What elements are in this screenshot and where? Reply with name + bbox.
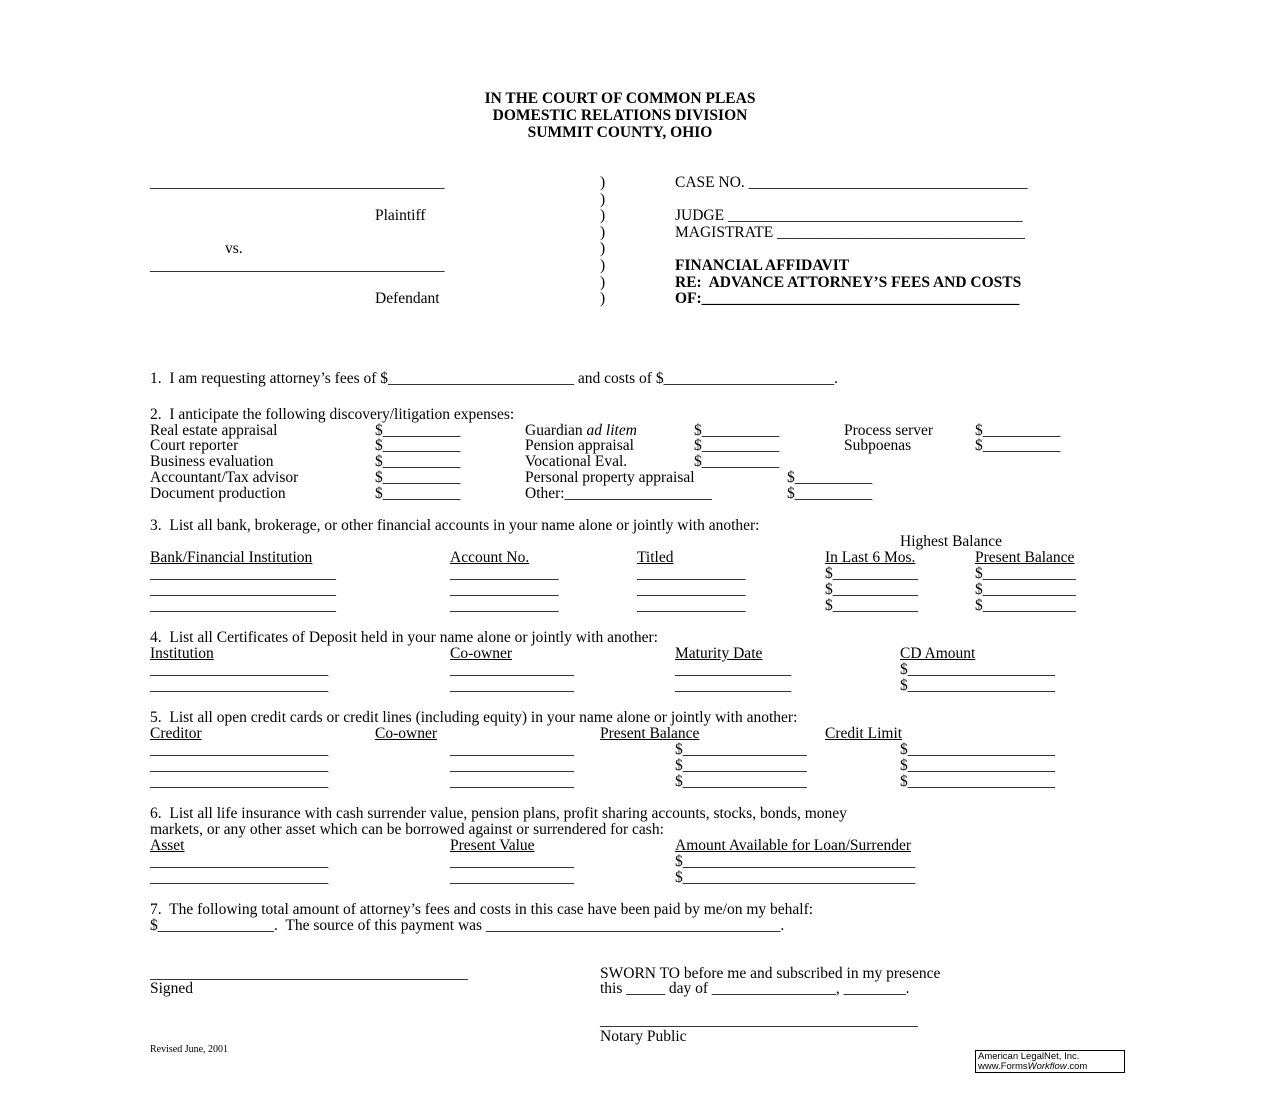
url-part: .com: [1066, 1061, 1088, 1072]
court-name: IN THE COURT OF COMMON PLEAS: [484, 90, 756, 107]
cd-field[interactable]: $___________________: [900, 677, 1055, 694]
expense-label: Real estate appraisal: [150, 422, 278, 439]
credit-field[interactable]: $________________: [675, 741, 807, 758]
expense-amount-field[interactable]: $__________: [975, 437, 1061, 454]
account-field[interactable]: $____________: [975, 565, 1076, 582]
column-header: Asset: [150, 837, 185, 854]
column-header: Amount Available for Loan/Surrender: [675, 837, 912, 854]
cd-field[interactable]: _______________: [675, 661, 792, 678]
expense-label: Accountant/Tax advisor: [150, 469, 299, 486]
form-subtitle: RE: ADVANCE ATTORNEY’S FEES AND COSTS: [675, 274, 1022, 291]
expense-label: Business evaluation: [150, 453, 274, 470]
account-field[interactable]: ________________________: [150, 565, 336, 582]
column-header: Credit Limit: [825, 725, 903, 742]
credit-field[interactable]: _______________________: [150, 741, 329, 758]
cd-intro: 4. List all Certificates of Deposit held in your name alone or jointly with another:: [150, 629, 658, 646]
expense-amount-field[interactable]: $__________: [694, 453, 780, 470]
signed-label: Signed: [150, 980, 194, 997]
account-field[interactable]: $____________: [975, 581, 1076, 598]
expense-amount-field[interactable]: $__________: [375, 469, 461, 486]
column-header: Co-owner: [450, 645, 512, 662]
caption-paren: ): [600, 257, 606, 274]
case-number-field[interactable]: CASE NO. ____________________________________: [675, 174, 1028, 191]
ad-litem-text: ad litem: [586, 422, 637, 439]
column-header: Present Balance: [975, 549, 1075, 566]
column-header: Titled: [637, 549, 674, 566]
credit-field[interactable]: ________________: [450, 773, 574, 790]
division-name: DOMESTIC RELATIONS DIVISION: [492, 107, 748, 124]
caption-paren: ): [600, 191, 606, 208]
other-expense-field[interactable]: Other:___________________: [525, 485, 712, 502]
notary-label: Notary Public: [600, 1028, 687, 1045]
defendant-name-line[interactable]: ______________________________________: [150, 257, 445, 274]
expense-label: Court reporter: [150, 437, 239, 454]
column-header: Bank/Financial Institution: [150, 549, 313, 566]
caption-paren: ): [600, 174, 606, 191]
caption-paren: ): [600, 240, 606, 257]
credit-field[interactable]: ________________: [450, 757, 574, 774]
judge-field[interactable]: JUDGE ______________________________________: [675, 207, 1023, 224]
notary-signature-line[interactable]: _________________________________________: [600, 1012, 918, 1029]
accounts-intro: 3. List all bank, brokerage, or other financial accounts in your name alone or jointly with another:: [150, 517, 760, 534]
publisher-name: American LegalNet, Inc.: [978, 1051, 1080, 1062]
credit-intro: 5. List all open credit cards or credit lines (including equity) in your name alone or jointly with another:: [150, 709, 798, 726]
signature-line[interactable]: _________________________________________: [150, 965, 468, 982]
credit-field[interactable]: $___________________: [900, 741, 1055, 758]
asset-field[interactable]: $______________________________: [675, 853, 916, 870]
asset-field[interactable]: ________________: [450, 869, 574, 886]
column-header: Co-owner: [375, 725, 437, 742]
asset-field[interactable]: _______________________: [150, 853, 329, 870]
asset-field[interactable]: ________________: [450, 853, 574, 870]
form-title: FINANCIAL AFFIDAVIT: [675, 257, 850, 274]
affiant-name-field[interactable]: OF:_________________________________________: [675, 290, 1020, 307]
fees-request-line[interactable]: 1. I am requesting attorney’s fees of $________________________ and costs of $______________________.: [150, 370, 838, 387]
defendant-label: Defendant: [375, 290, 440, 307]
expense-label: Personal property appraisal: [525, 469, 695, 486]
publisher-url: [978, 1062, 1122, 1072]
column-header: Present Value: [450, 837, 535, 854]
versus-label: vs.: [225, 240, 243, 257]
caption-paren: ): [600, 290, 606, 307]
caption-paren: ): [600, 224, 606, 241]
cd-field[interactable]: _______________________: [150, 677, 329, 694]
cd-field[interactable]: ________________: [450, 677, 574, 694]
expense-label: Pension appraisal: [525, 437, 634, 454]
expense-label: Process server: [844, 422, 934, 439]
expense-amount-field[interactable]: $__________: [787, 485, 873, 502]
credit-field[interactable]: $________________: [675, 773, 807, 790]
account-field[interactable]: $____________: [975, 597, 1076, 614]
assets-intro-cont: markets, or any other asset which can be borrowed against or surrendered for cash:: [150, 821, 664, 838]
credit-field[interactable]: _______________________: [150, 773, 329, 790]
expenses-intro: 2. I anticipate the following discovery/litigation expenses:: [150, 406, 515, 423]
magistrate-field[interactable]: MAGISTRATE ________________________________: [675, 224, 1026, 241]
fees-paid-intro: 7. The following total amount of attorney’s fees and costs in this case have been paid by me/on my behalf:: [150, 901, 814, 918]
column-header: In Last 6 Mos.: [825, 549, 916, 566]
expense-amount-field[interactable]: $__________: [975, 422, 1061, 439]
cd-field[interactable]: _______________________: [150, 661, 329, 678]
column-header: Present Balance: [600, 725, 700, 742]
expense-amount-field[interactable]: $__________: [694, 422, 780, 439]
credit-field[interactable]: $________________: [675, 757, 807, 774]
cd-field[interactable]: $___________________: [900, 661, 1055, 678]
url-part: Workflow: [1027, 1061, 1067, 1072]
credit-field[interactable]: $___________________: [900, 757, 1055, 774]
revision-note: Revised June, 2001: [150, 1044, 229, 1055]
account-field[interactable]: $___________: [825, 597, 918, 614]
credit-field[interactable]: $___________________: [900, 773, 1055, 790]
asset-field[interactable]: $______________________________: [675, 869, 916, 886]
account-field[interactable]: ______________: [450, 597, 559, 614]
account-field[interactable]: ______________: [637, 597, 746, 614]
account-field[interactable]: ______________: [637, 581, 746, 598]
caption-paren: ): [600, 274, 606, 291]
cd-field[interactable]: ________________: [450, 661, 574, 678]
plaintiff-name-line[interactable]: ______________________________________: [150, 174, 445, 191]
account-field[interactable]: $___________: [825, 565, 918, 582]
column-header: Account No.: [450, 549, 530, 566]
sworn-date-field[interactable]: this _____ day of ________________, ________.: [600, 980, 910, 997]
expense-amount-field[interactable]: $__________: [787, 469, 873, 486]
expense-amount-field[interactable]: $__________: [375, 485, 461, 502]
highest-balance-label: Highest Balance: [900, 533, 1003, 550]
account-field[interactable]: ______________: [637, 565, 746, 582]
account-field[interactable]: $___________: [825, 581, 918, 598]
expense-amount-field[interactable]: $__________: [375, 437, 461, 454]
account-field[interactable]: ________________________: [150, 597, 336, 614]
column-header: CD Amount: [900, 645, 976, 662]
account-field[interactable]: ______________: [450, 565, 559, 582]
expense-label: Document production: [150, 485, 286, 502]
expense-amount-field[interactable]: $__________: [694, 437, 780, 454]
cd-field[interactable]: _______________: [675, 677, 792, 694]
assets-intro: 6. List all life insurance with cash surrender value, pension plans, profit sharing accounts, stocks, bonds, money: [150, 805, 847, 822]
account-field[interactable]: ________________________: [150, 581, 336, 598]
asset-field[interactable]: _______________________: [150, 869, 329, 886]
url-part: www.Forms: [978, 1061, 1028, 1072]
credit-field[interactable]: ________________: [450, 741, 574, 758]
column-header: Creditor: [150, 725, 202, 742]
expense-label: Subpoenas: [844, 437, 912, 454]
expense-amount-field[interactable]: $__________: [375, 422, 461, 439]
caption-paren: ): [600, 207, 606, 224]
fees-paid-field[interactable]: $_______________. The source of this payment was ______________________________________.: [150, 917, 785, 934]
expense-amount-field[interactable]: $__________: [375, 453, 461, 470]
account-field[interactable]: ______________: [450, 581, 559, 598]
expense-label: Vocational Eval.: [525, 453, 628, 470]
credit-field[interactable]: _______________________: [150, 757, 329, 774]
column-header: Institution: [150, 645, 214, 662]
county-name: SUMMIT COUNTY, OHIO: [527, 124, 713, 141]
plaintiff-label: Plaintiff: [375, 207, 426, 224]
guardian-text: Guardian: [525, 422, 587, 439]
sworn-statement: SWORN TO before me and subscribed in my presence: [600, 965, 941, 982]
column-header: Maturity Date: [675, 645, 763, 662]
publisher-badge: [975, 1050, 1125, 1073]
